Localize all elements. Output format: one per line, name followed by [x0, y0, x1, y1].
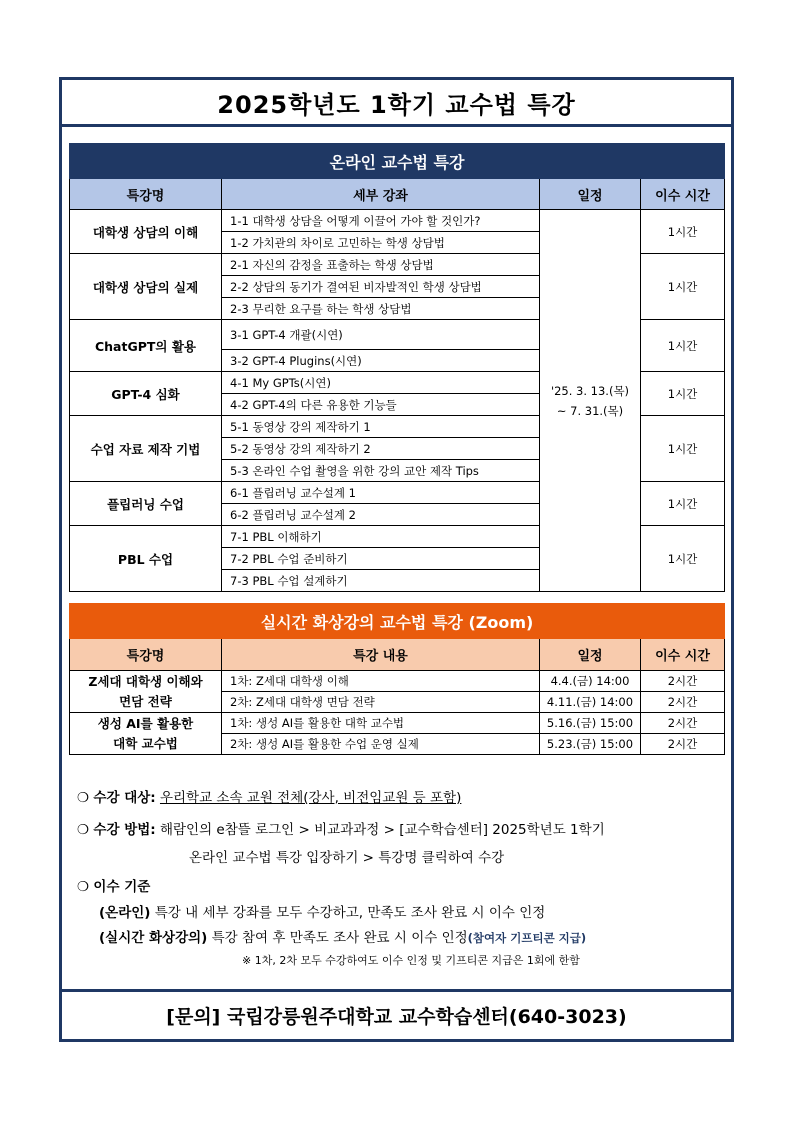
session-hours: 2시간 [641, 692, 725, 713]
course-name: ChatGPT의 활용 [70, 320, 222, 372]
course-hours: 1시간 [641, 416, 725, 482]
bullet-icon: ❍ [77, 822, 90, 838]
lecture-item: 3-1 GPT-4 개괄(시연) [222, 320, 540, 350]
lecture-item: 1-2 가치관의 차이로 고민하는 학생 상담법 [222, 232, 540, 254]
header-schedule: 일정 [540, 179, 641, 210]
session-hours: 2시간 [641, 713, 725, 734]
course-hours: 1시간 [641, 482, 725, 526]
course-name: 대학생 상담의 실제 [70, 254, 222, 320]
session-content: 1차: 생성 AI를 활용한 대학 교수법 [222, 713, 540, 734]
session-date: 5.16.(금) 15:00 [540, 713, 641, 734]
lecture-item: 5-1 동영상 강의 제작하기 1 [222, 416, 540, 438]
header-hours: 이수 시간 [641, 179, 725, 210]
header-schedule: 일정 [540, 639, 641, 671]
course-hours: 1시간 [641, 372, 725, 416]
lecture-item: 1-1 대학생 상담을 어떻게 이끌어 가야 할 것인가? [222, 210, 540, 232]
session-date: 4.11.(금) 14:00 [540, 692, 641, 713]
zoom-banner: 실시간 화상강의 교수법 특강 (Zoom) [70, 604, 725, 639]
method-label: 수강 방법: [93, 822, 156, 838]
course-name: 수업 자료 제작 기법 [70, 416, 222, 482]
zoom-lecture-table [69, 603, 725, 755]
target-value: 우리학교 소속 교원 전체(강사, 비전임교원 등 포함) [159, 790, 462, 806]
online-lecture-table [69, 143, 725, 592]
session-date: 4.4.(금) 14:00 [540, 671, 641, 692]
target-label: 수강 대상: [93, 790, 156, 806]
course-name: PBL 수업 [70, 526, 222, 592]
course-name: GPT-4 심화 [70, 372, 222, 416]
lecture-item: 4-1 My GPTs(시연) [222, 372, 540, 394]
course-hours: 1시간 [641, 254, 725, 320]
online-banner: 온라인 교수법 특강 [70, 144, 725, 179]
table-row [70, 713, 725, 734]
method-row [77, 818, 605, 838]
header-name: 특강명 [70, 639, 222, 671]
lecture-item: 7-1 PBL 이해하기 [222, 526, 540, 548]
header-name: 특강명 [70, 179, 222, 210]
course-name-line1: 생성 AI를 활용한 [97, 715, 194, 731]
online-header-row [70, 179, 725, 210]
lecture-item: 7-2 PBL 수업 준비하기 [222, 548, 540, 570]
method-line1: 해람인의 e참뜰 로그인 > 비교과과정 > [교수학습센터] 2025학년도 1학기 [159, 822, 605, 838]
course-hours: 1시간 [641, 320, 725, 372]
course-name: 대학생 상담의 이해 [70, 210, 222, 254]
lecture-item: 6-2 플립러닝 교수설계 2 [222, 504, 540, 526]
criteria-online-row [99, 901, 545, 921]
criteria-label: 이수 기준 [93, 879, 151, 895]
criteria-row [77, 875, 150, 895]
course-hours: 1시간 [641, 526, 725, 592]
target-row [77, 786, 461, 806]
lecture-item: 7-3 PBL 수업 설계하기 [222, 570, 540, 592]
lecture-item: 6-1 플립러닝 교수설계 1 [222, 482, 540, 504]
session-date: 5.23.(금) 15:00 [540, 734, 641, 755]
criteria-live-row [99, 926, 586, 946]
session-content: 1차: Z세대 대학생 이해 [222, 671, 540, 692]
course-name: 플립러닝 수업 [70, 482, 222, 526]
online-criteria-text: 특강 내 세부 강좌를 모두 수강하고, 만족도 조사 완료 시 이수 인정 [154, 905, 546, 921]
online-label: (온라인) [99, 905, 151, 921]
lecture-item: 5-2 동영상 강의 제작하기 2 [222, 438, 540, 460]
online-schedule [540, 210, 641, 592]
lecture-item: 2-3 무리한 요구를 하는 학생 상담법 [222, 298, 540, 320]
schedule-end: ~ 7. 31.(목) [556, 403, 624, 418]
course-name [70, 671, 222, 713]
session-hours: 2시간 [641, 734, 725, 755]
session-content: 2차: Z세대 대학생 면담 전략 [222, 692, 540, 713]
session-content: 2차: 생성 AI를 활용한 수업 운영 실제 [222, 734, 540, 755]
course-name-line2: 대학 교수법 [113, 735, 178, 751]
course-hours: 1시간 [641, 210, 725, 254]
method-line2: 온라인 교수법 특강 입장하기 > 특강명 클릭하여 수강 [189, 850, 505, 866]
lecture-item: 2-1 자신의 감정을 표출하는 학생 상담법 [222, 254, 540, 276]
course-name-line1: Z세대 대학생 이해와 [88, 673, 203, 689]
lecture-item: 4-2 GPT-4의 다른 유용한 기능들 [222, 394, 540, 416]
live-criteria-text: 특강 참여 후 만족도 조사 완료 시 이수 인정 [211, 930, 468, 946]
schedule-start: '25. 3. 13.(목) [550, 383, 630, 398]
footnote: ※ 1차, 2차 모두 수강하여도 이수 인정 및 기프티콘 지급은 1회에 한함 [242, 954, 580, 967]
course-name [70, 713, 222, 755]
table-row [70, 210, 725, 232]
table-row [70, 671, 725, 692]
lecture-item: 5-3 온라인 수업 촬영을 위한 강의 교안 제작 Tips [222, 460, 540, 482]
header-hours: 이수 시간 [641, 639, 725, 671]
header-detail: 세부 강좌 [222, 179, 540, 210]
header-detail: 특강 내용 [222, 639, 540, 671]
session-hours: 2시간 [641, 671, 725, 692]
lecture-item: 2-2 상담의 동기가 결여된 비자발적인 학생 상담법 [222, 276, 540, 298]
bullet-icon: ❍ [77, 790, 90, 806]
contact-footer: [문의] 국립강릉원주대학교 교수학습센터(640-3023) [62, 989, 731, 1039]
live-label: (실시간 화상강의) [99, 930, 208, 946]
page-title: 2025학년도 1학기 교수법 특강 [62, 80, 731, 127]
lecture-item: 3-2 GPT-4 Plugins(시연) [222, 350, 540, 372]
zoom-header-row [70, 639, 725, 671]
bullet-icon: ❍ [77, 879, 90, 895]
gift-note: (참여자 기프티콘 지급) [467, 931, 587, 945]
course-name-line2: 면담 전략 [119, 693, 172, 709]
